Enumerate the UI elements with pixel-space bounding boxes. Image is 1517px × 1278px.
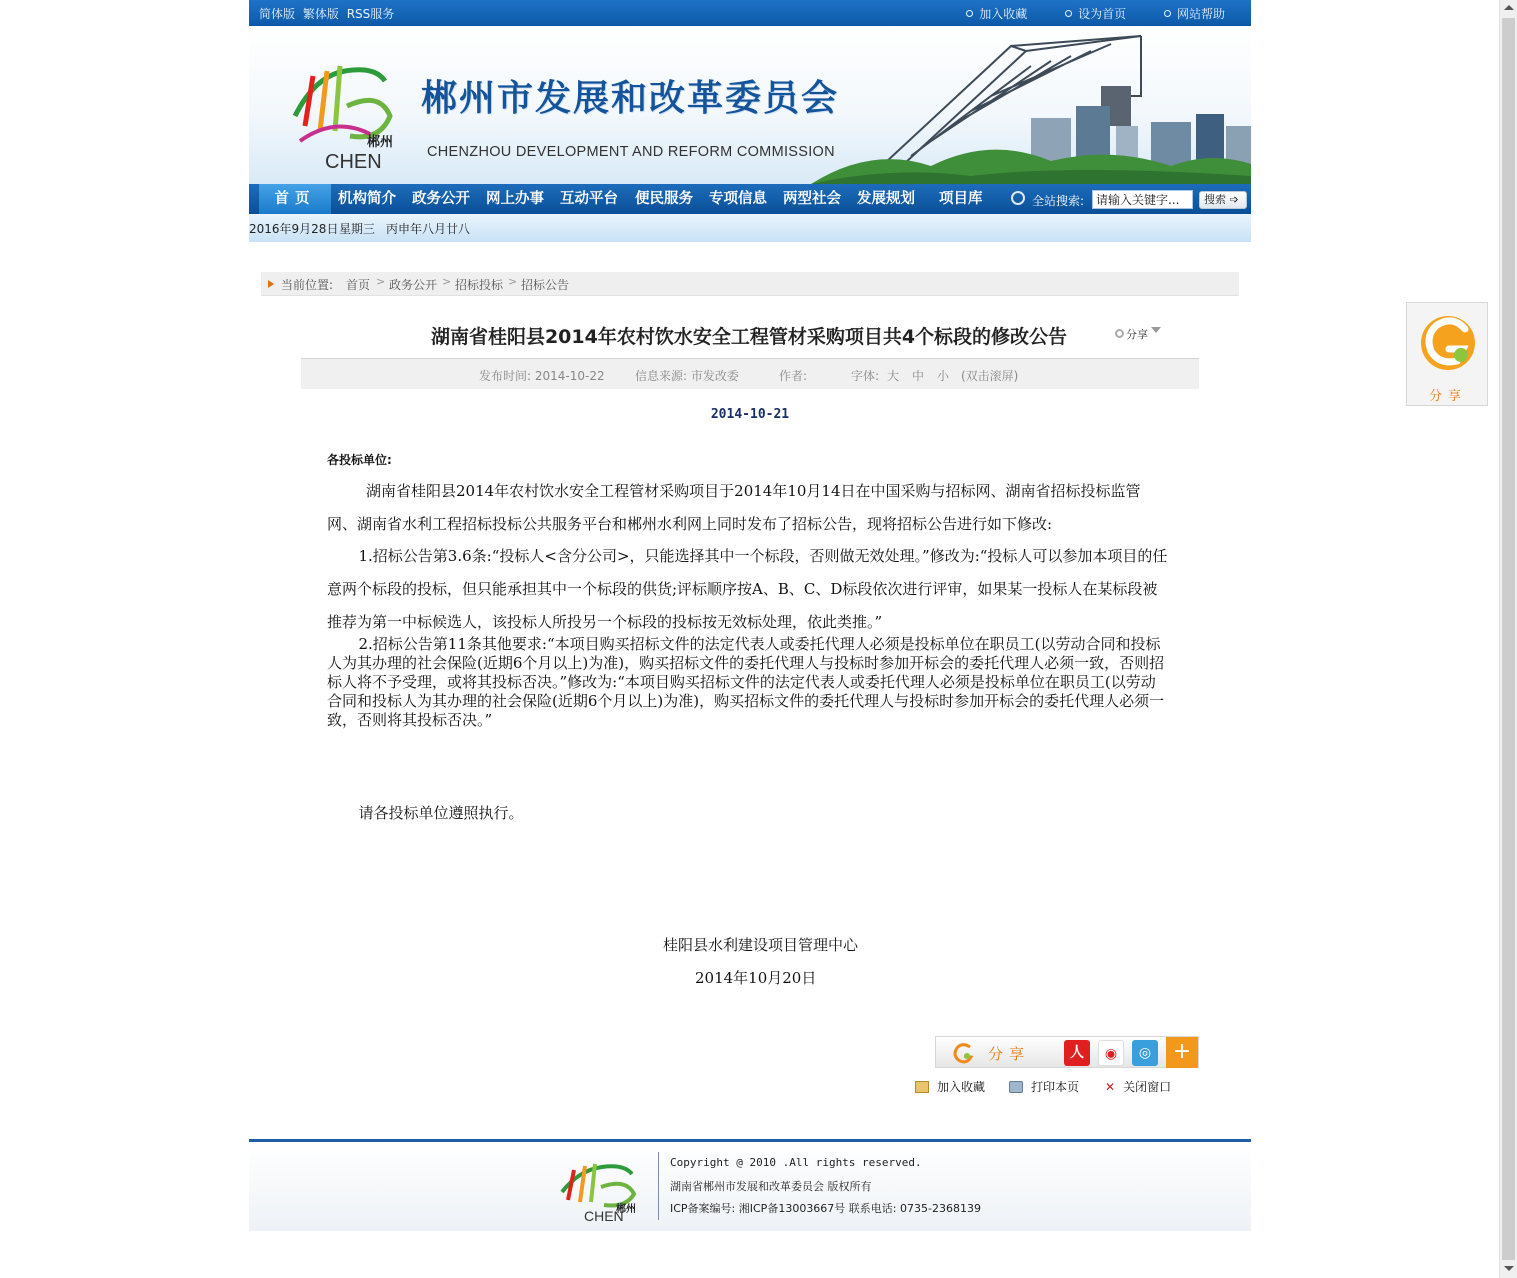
current-weekday: 星期三	[339, 222, 376, 236]
font-small-button[interactable]: 小	[937, 369, 950, 383]
paragraph-amendment-2: 2.招标公告第11条其他要求:“本项目购买招标文件的法定代表人或委托代理人必须是投标单位在职员工(以劳动合同和投标人为其办理的社会保险(近期6个月以上)为准)，购买招标文件的委托代理人与投标时参加开标会的委托代理人必须一致，否则招标人将不予受理，或将其投标否决。”修改为:“本项目购买招标文件的法定代表人或委托代理人必须是投标单位在职员工(以劳动合同和投标人为其办理的社会保险(近期6个月以上)为准)，购买招标文件的委托代理人与投标时参加开标会的委托代理人必须一致，否则将其投标否决。”	[327, 635, 1165, 729]
language-links	[259, 5, 398, 22]
breadcrumb-arrow-icon	[268, 280, 274, 288]
site-title-en: CHENZHOU DEVELOPMENT AND REFORM COMMISSION	[427, 144, 835, 160]
share-dropdown-label: 分享	[1126, 328, 1148, 341]
breadcrumb	[261, 272, 1239, 296]
logo-text: 郴州	[367, 135, 394, 150]
font-medium-button[interactable]: 中	[912, 369, 925, 383]
breadcrumb-bidding[interactable]: 招标投标	[455, 278, 504, 292]
signature-date: 2014年10月20日	[695, 969, 817, 987]
nav-convenience[interactable]: 便民服务	[635, 191, 693, 207]
footer-icp: ICP备案编号: 湘ICP备13003667号 联系电话: 0735-2368139	[670, 1202, 981, 1215]
breadcrumb-gov-affairs[interactable]: 政务公开	[389, 278, 438, 292]
article-title: 湖南省桂阳县2014年农村饮水安全工程管材采购项目共4个标段的修改公告	[430, 326, 1068, 348]
nav-gov-affairs[interactable]: 政务公开	[412, 191, 470, 207]
weibo-icon[interactable]: ◉	[1098, 1040, 1124, 1066]
search-button[interactable]	[1199, 191, 1247, 209]
nav-two-type-society[interactable]: 两型社会	[783, 191, 841, 207]
publish-time: 发布时间: 2014-10-22	[479, 369, 605, 383]
article-meta	[301, 358, 1199, 389]
close-icon: ✕	[1105, 1080, 1116, 1094]
scroll-down-icon[interactable]	[1504, 1266, 1514, 1271]
footer-logo	[554, 1152, 644, 1222]
chevron-right-icon: >	[376, 275, 386, 288]
rss-link[interactable]: RSS服务	[346, 7, 395, 21]
article-date: 2014-10-21	[710, 407, 790, 422]
signature-org: 桂阳县水利建设项目管理中心	[663, 936, 859, 954]
author: 作者:	[779, 369, 808, 383]
paragraph-amendment-1: 1.招标公告第3.6条:“投标人<含分公司>，只能选择其中一个标段，否则做无效处理。”修改为:“投标人可以参加本项目的任意两个标段的投标，但只能承担其中一个标段的供货;评标顺序按A、B、C、D标段依次进行评审，如果某一投标人在某标段被推荐为第一中标候选人，该投标人所投另一个标段的投标按无效标处理，依此类推。”	[327, 547, 1168, 631]
tencent-icon[interactable]: ◎	[1132, 1040, 1158, 1066]
breadcrumb-announcement[interactable]: 招标公告	[521, 278, 570, 292]
footer	[249, 1139, 1251, 1231]
footer-divider	[658, 1152, 659, 1220]
nav-home[interactable]: 首页	[259, 184, 331, 214]
scroll-up-icon[interactable]	[1504, 5, 1514, 10]
nav-project-library[interactable]: 项目库	[939, 191, 983, 207]
footer-logo-text: 郴州	[616, 1204, 636, 1215]
site-help-link[interactable]: 网站帮助	[1164, 7, 1225, 21]
scrollbar-thumb[interactable]	[1502, 18, 1515, 1260]
search-icon	[1011, 191, 1025, 205]
logo-sub: CHEN	[325, 151, 382, 173]
banner	[249, 26, 1251, 184]
footer-copyright: Copyright @ 2010 .All rights reserved.	[670, 1156, 922, 1169]
page	[249, 0, 1251, 1222]
utility-links	[932, 5, 1225, 22]
nav-online-service[interactable]: 网上办事	[486, 191, 544, 207]
arrow-right-icon: ➩	[1229, 193, 1239, 206]
share-bar-label: 分享	[988, 1045, 1031, 1063]
paragraph-intro: 湖南省桂阳县2014年农村饮水安全工程管材采购项目于2014年10月14日在中国采购与招标网、湖南省招标投标监管网、湖南省水利工程招标投标公共服务平台和郴州水利网上同时发布了招标公告，现将招标公告进行如下修改:	[327, 482, 1141, 533]
lunar-date: 丙申年八月廿八	[386, 222, 471, 236]
nav-about[interactable]: 机构简介	[338, 191, 396, 207]
nav-interaction[interactable]: 互动平台	[560, 191, 618, 207]
share-logo-icon	[1407, 303, 1489, 383]
font-size-label: 字体:	[851, 369, 880, 383]
share-logo-icon	[952, 1042, 974, 1064]
info-source: 信息来源: 市发改委	[635, 369, 739, 383]
share-bar	[935, 1036, 1199, 1068]
breadcrumb-label: 当前位置:	[281, 278, 334, 292]
floating-share-widget[interactable]	[1406, 302, 1488, 406]
share-icon	[1115, 329, 1124, 338]
share-dropdown[interactable]	[1115, 326, 1161, 342]
current-date: 2016年9月28日	[249, 222, 339, 236]
footer-owner: 湖南省郴州市发展和改革委员会 版权所有	[670, 1180, 872, 1193]
city-skyline-image	[811, 26, 1251, 184]
print-button[interactable]	[1009, 1078, 1079, 1095]
chevron-down-icon	[1151, 327, 1161, 333]
chevron-right-icon: >	[442, 275, 452, 288]
close-window-label: 关闭窗口	[1123, 1080, 1172, 1094]
folder-icon	[915, 1081, 929, 1093]
add-favorite-link[interactable]: 加入收藏	[966, 7, 1027, 21]
chevron-right-icon: >	[508, 275, 518, 288]
bullet-icon	[966, 10, 973, 17]
printer-icon	[1009, 1081, 1023, 1093]
breadcrumb-home[interactable]: 首页	[346, 278, 371, 292]
add-favorite-button[interactable]	[915, 1078, 985, 1095]
font-large-button[interactable]: 大	[887, 369, 900, 383]
search-input[interactable]	[1092, 190, 1193, 209]
add-favorite-label: 加入收藏	[937, 1080, 986, 1094]
traditional-link[interactable]: 繁体版	[302, 7, 339, 21]
scrollbar[interactable]	[1499, 0, 1517, 1278]
top-bar	[249, 0, 1251, 26]
nav-special-info[interactable]: 专项信息	[709, 191, 767, 207]
chenzhou-logo[interactable]	[285, 46, 403, 174]
addressee: 各投标单位:	[327, 453, 392, 467]
share-more-button[interactable]: +	[1166, 1037, 1198, 1068]
main-nav	[249, 184, 1251, 214]
page-tools	[915, 1076, 1215, 1096]
set-homepage-link[interactable]: 设为首页	[1065, 7, 1126, 21]
bullet-icon	[1065, 10, 1072, 17]
nav-planning[interactable]: 发展规划	[857, 191, 915, 207]
renren-icon[interactable]: 人	[1064, 1040, 1090, 1066]
close-window-button[interactable]	[1105, 1078, 1171, 1095]
search-button-label: 搜索	[1204, 193, 1226, 206]
bullet-icon	[1164, 10, 1171, 17]
date-bar	[249, 214, 1251, 242]
simplified-link[interactable]: 简体版	[259, 7, 296, 21]
scroll-hint: (双击滚屏)	[961, 369, 1019, 383]
floating-share-label: 分享	[1428, 389, 1467, 404]
search-label: 全站搜索:	[1032, 194, 1085, 208]
print-label: 打印本页	[1031, 1080, 1080, 1094]
paragraph-closing: 请各投标单位遵照执行。	[358, 804, 524, 822]
footer-logo-sub: CHEN	[584, 1208, 624, 1222]
site-title: 郴州市发展和改革委员会	[421, 78, 840, 119]
